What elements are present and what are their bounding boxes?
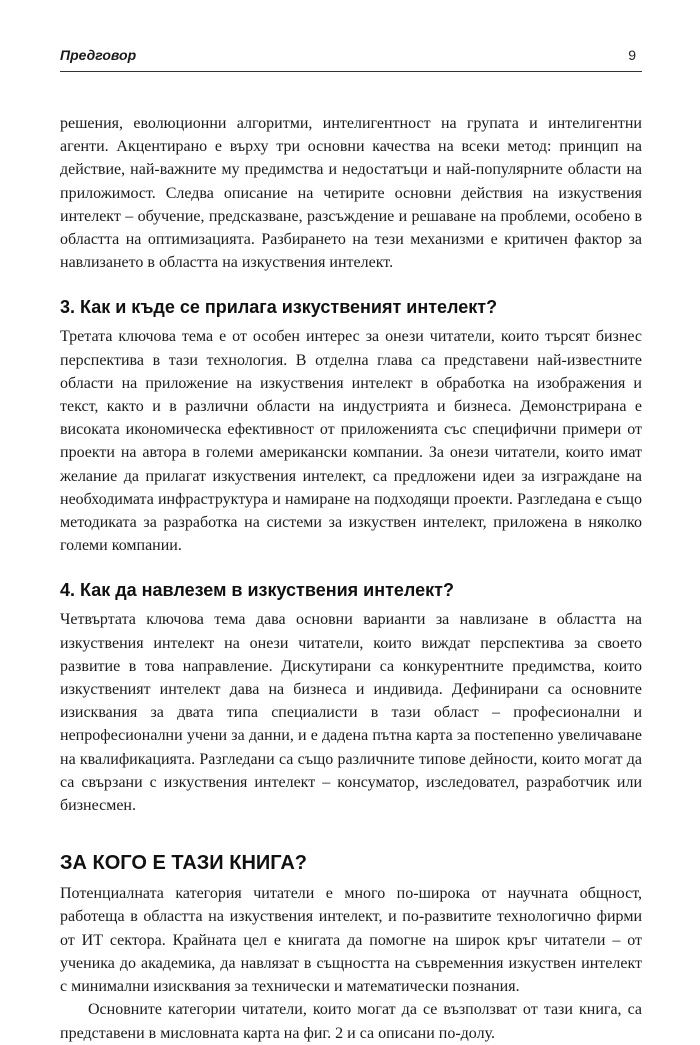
section-4-paragraph: Четвъртата ключова тема дава основни варианти за навлизане в областта на изкуствения интелект на онези читатели, които виждат перспектива за своето развитие в това направление. Дискутирани са конкурентните предимства, които изкуственият интелект дава на бизнеса и индивида. Дефинирани са основните изисквания за двата типа специалисти в тази област – професионални и непрофесионални учени за данни, и е дадена пътна карта за постепенно увеличаване на квалификацията. Разгледани са също различните типове дейности, които могат да са свързани с изкуствения интелект – консуматор, изследовател, разработчик или бизнесмен. [60,611,642,815]
section-3-paragraph: Третата ключова тема е от особен интерес за онези читатели, които търсят бизнес перспектива в тази технология. В отделна глава са представени най-известните области на приложение на изкуствения интелект в обработка на изображения и текст, както и в различни области на индустрията и бизнеса. Демонстрирана е високата икономическа ефективност от приложенията със специфични примери от проекти на автора в големи американски компании. За онези читатели, които имат желание да прилагат изкуствения интелект, са предложени идеи за изграждане на необходимата инфраструктура и намиране на подходящи проекти. Разгледана е също методиката за разработка на системи за изкуствен интелект, приложена в няколко големи компании. [60,328,642,555]
book-page [60,46,642,1045]
audience-paragraph-1: Потенциалната категория читатели е много по-широка от научната общност, работеща в областта на изкуствения интелект, и по-развитите технологично фирми от ИТ сектора. Крайната цел е книгата да помогне на широк кръг читатели – от ученика до академика, да навлязат в същността на съвременния изкуствен интелект с минимални изисквания за технически и математически познания. [60,885,642,996]
page-body [60,112,642,1045]
running-header [60,46,642,72]
audience-paragraph-2: Основните категории читатели, които могат да се възползват от тази книга, са представени в мисловната карта на фиг. 2 и са описани по-долу. [60,1001,642,1042]
page-number: 9 [628,47,636,63]
running-head-title: Предговор [60,47,137,63]
section-4-heading: 4. Как да навлезем в изкуствения интелект? [60,580,454,601]
section-3-heading: 3. Как и къде се прилага изкуственият интелект? [60,297,498,318]
intro-paragraph: решения, еволюционни алгоритми, интелигентност на групата и интелигентни агенти. Акцентирано е върху три основни качества на всеки метод: принцип на действие, най-важните му предимства и недостатъци и най-популярните области на приложимост. Следва описание на четирите основни действия на изкуствения интелект – обучение, предсказване, разсъждение и решаване на проблеми, особено в областта на оптимизацията. Разбирането на тези механизми е критичен фактор за навлизането в областта на изкуствения интелект. [60,115,642,272]
audience-heading: ЗА КОГО Е ТАЗИ КНИГА? [60,852,308,875]
